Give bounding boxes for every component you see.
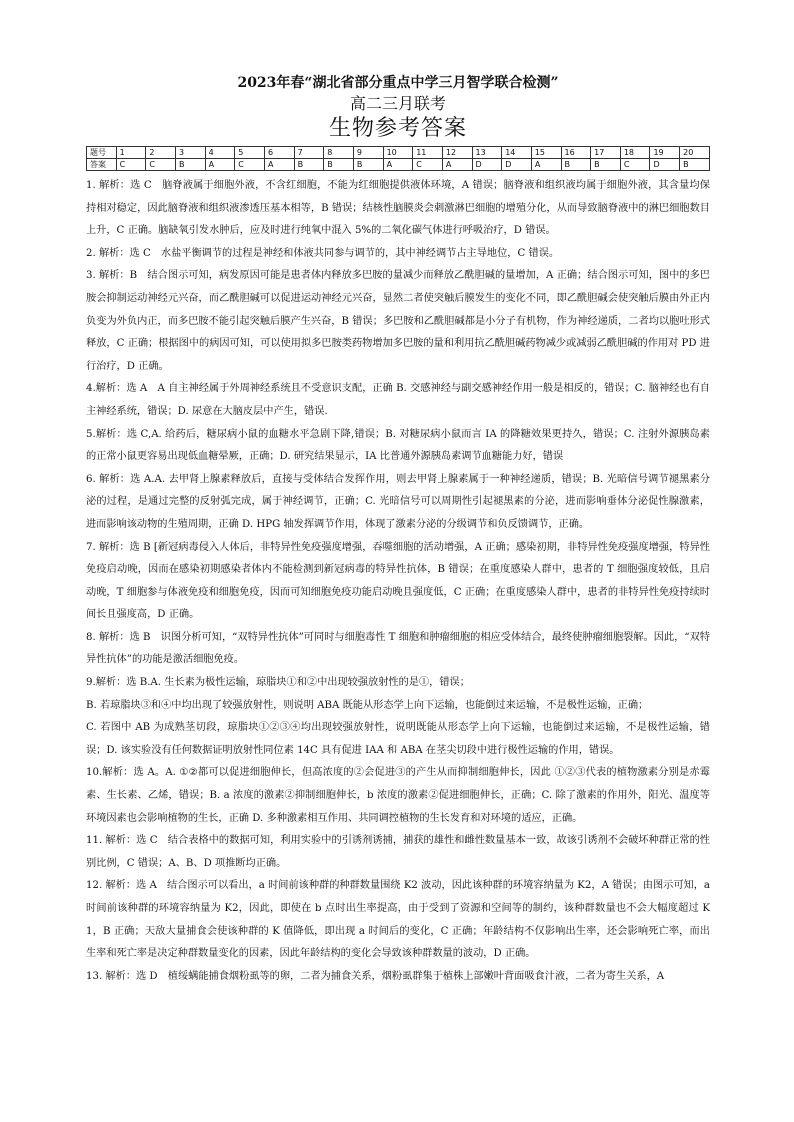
explanation-9b: B. 若琼脂块③和④中均出现了较强放射性，则说明 ABA 既能从形态学上向下运输，也能倒过来运输，不是极性运输，正确； bbox=[86, 699, 649, 711]
explanation-1: 1. 解析：选 C 脑脊液属于细胞外液，不含红细胞，不能为红细胞提供液体环境，A 错误；脑脊液和组织液均属于细胞外液，其含量均保持相对稳定，因此脑脊液和组织液渗透压基本相等，B 错误；结核性脑膜炎会刺激淋巴细胞的增殖分化，从而导致脑脊液中的淋巴细胞数目上升，C 正确。脑缺氧引发水肿后，应及时进行纯氧中混入 5%的二氧化碳气体进行呼吸治疗，D 错误。 bbox=[86, 180, 710, 237]
explanation-9a: 9.解析：选 B.A. 生长素为极性运输，琼脂块①和②中出现较强放射性的是①，错误； bbox=[86, 677, 470, 689]
question-number: 16 bbox=[561, 147, 591, 159]
answer-cell: A bbox=[383, 159, 413, 171]
question-number: 14 bbox=[502, 147, 532, 159]
exam-subtitle: 高二三月联考 bbox=[349, 94, 446, 113]
answer-cell: B bbox=[561, 159, 591, 171]
answer-cell: B bbox=[591, 159, 621, 171]
row-label-question: 题号 bbox=[87, 147, 117, 159]
question-number: 11 bbox=[413, 147, 443, 159]
question-number: 4 bbox=[205, 147, 235, 159]
question-number: 8 bbox=[324, 147, 354, 159]
answer-cell: A bbox=[442, 159, 472, 171]
answer-cell: A bbox=[264, 159, 294, 171]
question-number: 3 bbox=[175, 147, 205, 159]
question-number: 18 bbox=[620, 147, 650, 159]
answer-cell: B bbox=[324, 159, 354, 171]
answer-cell: C bbox=[620, 159, 650, 171]
question-number: 12 bbox=[442, 147, 472, 159]
explanation-4: 4.解析：选 A A 自主神经属于外周神经系统且不受意识支配，正确 B. 交感神经与副交感神经作用一般是相反的，错误；C. 脑神经也有自主神经系统，错误；D. 尿意在大脑皮层中产生，错误. bbox=[86, 383, 710, 417]
explanation-3: 3. 解析：B 结合图示可知，病发原因可能是患者体内释放多巴胺的量减少而释放乙酰胆碱的量增加，A 正确；结合图示可知，图中的多巴胺会抑制运动神经元兴奋，而乙酰胆碱可以促进运动神经元兴奋，显然二者使突触后膜发生的变化不同，即乙酰胆碱会使突触后膜由外正内负变为外负内正，而多巴胺不能引起突触后膜产生兴奋，B 错误；多巴胺和乙酰胆碱都是小分子有机物，作为神经递质，二者均以胞吐形式释放，C 正确；根据图中的病因可知，可以使用拟多巴胺类药物增加多巴胺的量和利用抗乙酰胆碱药物减少或减弱乙酰胆碱的作用对 PD 进行治疗，D 正确。 bbox=[86, 270, 710, 372]
doc-title: 生物参考答案 bbox=[328, 116, 467, 141]
question-number-row bbox=[87, 147, 710, 159]
question-number: 20 bbox=[680, 147, 710, 159]
answer-cell: A bbox=[531, 159, 561, 171]
explanation-2: 2. 解析：选 C 水盐平衡调节的过程是神经和体液共同参与调节的，其中神经调节占主导地位，C 错误。 bbox=[86, 247, 560, 259]
answer-row bbox=[87, 159, 710, 171]
explanation-8: 8. 解析：选 B 识图分析可知，“双特异性抗体”可同时与细胞毒性 T 细胞和肿瘤细胞的相应受体结合，最终使肿瘤细胞裂解。因此，“双特异性抗体”的功能是激活细胞免疫。 bbox=[86, 631, 710, 666]
answer-cell: B bbox=[353, 159, 383, 171]
question-number: 6 bbox=[264, 147, 294, 159]
explanation-5: 5.解析：选 C,A. 给药后，糖尿病小鼠的血糖水平急剧下降,错误；B. 对糖尿病小鼠而言 IA 的降糖效果更持久，错误；C. 注射外源胰岛素的正常小鼠更容易出现低血糖晕厥，正确；D. 研究结果显示，IA 比普通外源胰岛素调节血糖能力好，错误 bbox=[86, 428, 710, 463]
row-label-answer: 答案 bbox=[87, 159, 117, 171]
question-number: 17 bbox=[591, 147, 621, 159]
answer-table bbox=[86, 146, 710, 171]
answer-cell: A bbox=[205, 159, 235, 171]
explanation-13: 13. 解析：选 D 植绥螨能捕食烟粉虱等的卵，二者为捕食关系，烟粉虱群集于植株上部嫩叶背面吸食汁液，二者为寄生关系，A bbox=[86, 970, 665, 982]
explanation-10: 10.解析：选 A。A. ①②都可以促进细胞伸长，但高浓度的②会促进③的产生从而抑制细胞伸长，因此 ①②③代表的植物激素分别是赤霉素、生长素、乙烯，错误；B. a 浓度的激素②抑制细胞伸长，b 浓度的激素②促进细胞伸长，正确；C. 除了激素的作用外，阳光、温度等环境因素也会影响植物的生长，正确 D. 多种激素相互作用、共同调控植物的生长发育和对环境的适应，正确。 bbox=[86, 767, 710, 824]
answer-cell: C bbox=[146, 159, 176, 171]
question-number: 19 bbox=[650, 147, 680, 159]
answer-cell: D bbox=[650, 159, 680, 171]
answer-document bbox=[86, 74, 710, 988]
question-number: 1 bbox=[116, 147, 146, 159]
answer-cell: D bbox=[472, 159, 502, 171]
question-number: 13 bbox=[472, 147, 502, 159]
answer-cell: B bbox=[294, 159, 324, 171]
answer-cell: B bbox=[175, 159, 205, 171]
explanation-9c: C. 若图中 AB 为成熟茎切段，琼脂块①②③④均出现较强放射性，说明既能从形态学上向下运输，也能倒过来运输，不是极性运输，错误；D. 该实验没有任何数据证明放射性同位素 14C 具有促进 IAA 和 ABA 在茎尖切段中进行极性运输的作用，错误。 bbox=[86, 722, 710, 756]
answer-cell: C bbox=[116, 159, 146, 171]
answer-cell: D bbox=[502, 159, 532, 171]
question-number: 7 bbox=[294, 147, 324, 159]
question-number: 9 bbox=[353, 147, 383, 159]
answer-cell: B bbox=[680, 159, 710, 171]
question-number: 10 bbox=[383, 147, 413, 159]
question-number: 2 bbox=[146, 147, 176, 159]
explanation-6: 6. 解析：选 A.A. 去甲肾上腺素释放后，直接与受体结合发挥作用，则去甲肾上腺素属于一种神经递质，错误；B. 光暗信号调节褪黑素分泌的过程，是通过完整的反射弧完成，属于神经调节，正确；C. 光暗信号可以周期性引起褪黑素的分泌，进而影响垂体分泌促性腺激素，进而影响该动物的生殖周期，正确 D. HPG 轴发挥调节作用，体现了激素分泌的分级调节和负反馈调节，正确。 bbox=[86, 473, 710, 530]
answer-cell: C bbox=[413, 159, 443, 171]
exam-title: 2023年春“湖北省部分重点中学三月智学联合检测” bbox=[237, 75, 559, 91]
answer-cell: C bbox=[235, 159, 265, 171]
explanation-7: 7. 解析：选 B [新冠病毒侵入人体后，非特异性免疫强度增强，吞噬细胞的活动增强，A 正确；感染初期，非特异性免疫强度增强，特异性免疫启动晚，因而在感染初期感染者体内不能检测到新冠病毒的特异性抗体，B 错误；在重度感染人群中，患者的 T 细胞强度较低，且启动晚，T 细胞参与体液免疫和细胞免疫，因而可知细胞免疫功能启动晚且强度低，C 正确；在重度感染人群中，患者的非特异性免疫持续时间长且强度高，D 正确。 bbox=[86, 541, 710, 621]
explanation-11: 11. 解析：选 C 结合表格中的数据可知，利用实验中的引诱剂诱捕，捕获的雄性和雌性数量基本一致，故该引诱剂不会破坏种群正常的性别比例，C 错误；A、B、D 项推断均正确。 bbox=[86, 835, 710, 869]
question-number: 5 bbox=[235, 147, 265, 159]
explanation-12: 12. 解析：选 A 结合图示可以看出，a 时间前该种群的种群数量围绕 K2 波动，因此该种群的环境容纳量为 K2，A 错误；由图示可知，a 时间前该种群的环境容纳量为 K2，因此，即使在 b 点时出生率提高，由于受到了资源和空间等的制约，该种群数量也不会大幅度超过 K1，B 正确；天敌大量捕食会使该种群的 K 值降低，即出现 a 时间后的变化，C 正确；年龄结构不仅影响出生率，还会影响死亡率，而出生率和死亡率是决定种群数量变化的因素，因此年龄结构的变化会导致该种群数量的波动，D 正确。 bbox=[86, 880, 710, 960]
question-number: 15 bbox=[531, 147, 561, 159]
